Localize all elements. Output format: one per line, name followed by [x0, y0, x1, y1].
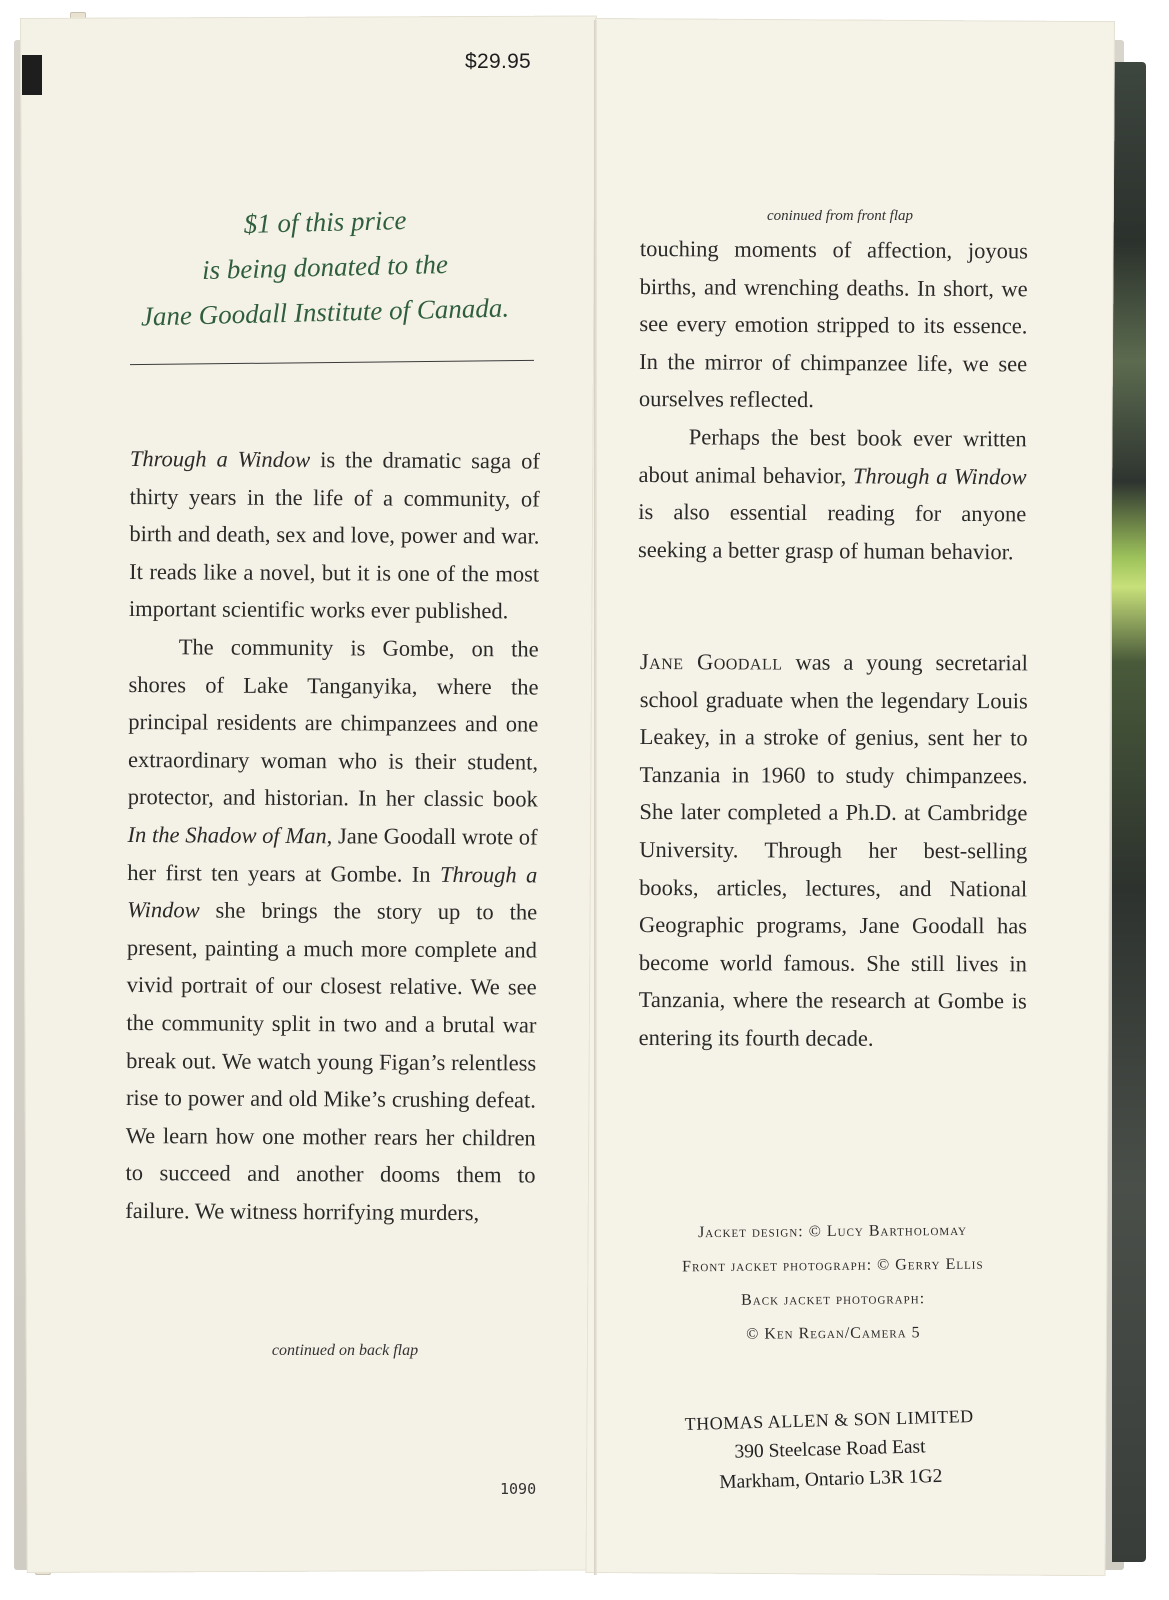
credit-line: Front jacket photograph: © Gerry Ellis — [682, 1255, 984, 1276]
bio-paragraph — [639, 643, 1028, 1058]
publisher-name: THOMAS ALLEN & SON LIMITED — [684, 1405, 974, 1435]
jacket-credits — [632, 1213, 1033, 1352]
book-title: Through a Window — [127, 861, 538, 923]
description-text: Perhaps the best book ever written about animal behavior, — [638, 424, 1027, 488]
front-flap-description — [125, 440, 540, 1232]
book-title: Through a Window — [852, 462, 1027, 489]
description-paragraph: touching moments of affection, joyous births, and wrenching deaths. In short, we see every emotion stripped to its essence. In the mirror of chimpanzee life, we see ourselves reflected. — [638, 235, 1028, 413]
description-text: is the dramatic saga of thirty years in the life of a community, of birth and death, sex and love, power and war. It reads like a novel, but it is one of the most important scientific works ever published. — [128, 447, 540, 624]
book-title: Through a Window — [129, 445, 311, 473]
description-text: The community is Gombe, on the shores of Lake Tanganyika, where the principal residents are chimpanzees and one extraordinary woman who is their student, protector, and historian. In her classic book — [127, 634, 539, 812]
corner-mark — [22, 55, 42, 95]
description-paragraph — [129, 440, 540, 630]
back-flap-description — [638, 230, 1028, 571]
description-paragraph — [638, 418, 1027, 571]
description-paragraph — [125, 628, 539, 1232]
credit-line: © Ken Regan/Camera 5 — [746, 1324, 921, 1343]
description-text: is also essential reading for anyone seeking a better grasp of human behavior. — [637, 499, 1027, 565]
catalog-number: 1090 — [500, 1480, 537, 1498]
credit-line: Back jacket photograph: — [741, 1290, 926, 1309]
description-text: , Jane Goodall wrote of her first ten years at Gombe. In — [127, 823, 538, 887]
cover-photo-edge — [1112, 62, 1146, 1562]
author-bio — [639, 643, 1028, 1058]
credit-line: Jacket design: © Lucy Bartholomay — [697, 1221, 968, 1242]
donation-line: is being donated to the — [201, 248, 449, 286]
author-name: Jane Goodall — [639, 648, 783, 675]
donation-line: $1 of this price — [243, 205, 407, 239]
donation-line: Jane Goodall Institute of Canada. — [140, 292, 510, 332]
continued-on-back-flap-note: continued on back flap — [271, 1342, 419, 1359]
publisher-address — [659, 1400, 1001, 1499]
publisher-city: Markham, Ontario L3R 1G2 — [718, 1465, 943, 1494]
publisher-street: 390 Steelcase Road East — [734, 1436, 926, 1463]
book-title: In the Shadow of Man — [127, 821, 327, 849]
price-tag: $29.95 — [465, 50, 532, 73]
description-text: she brings the story up to the present, painting a much more complete and vivid portrait of our closest relative. We see the community split in two and a brutal war break out. We watch young Figan’s relentless rise to power and old Mike’s crushing defeat. We learn how one mother rears her children to succeed and another dooms them to failure. We witness horrifying murders, — [125, 897, 538, 1226]
continued-from-front-flap-note: coninued from front flap — [767, 208, 913, 224]
donation-note — [115, 200, 535, 335]
flap-fold — [594, 20, 597, 1575]
bio-text: was a young secretarial school graduate when the legendary Louis Leakey, in a stroke of genius, sent her to Tanzania in 1960 to study chimpanzees. She later completed a Ph.D. at Cambridge University. Through her best-selling books, articles, lectures, and National Geographic programs, Jane Goodall has become world famous. She still lives in Tanzania, where the research at Gombe is entering its fourth decade. — [638, 649, 1028, 1051]
